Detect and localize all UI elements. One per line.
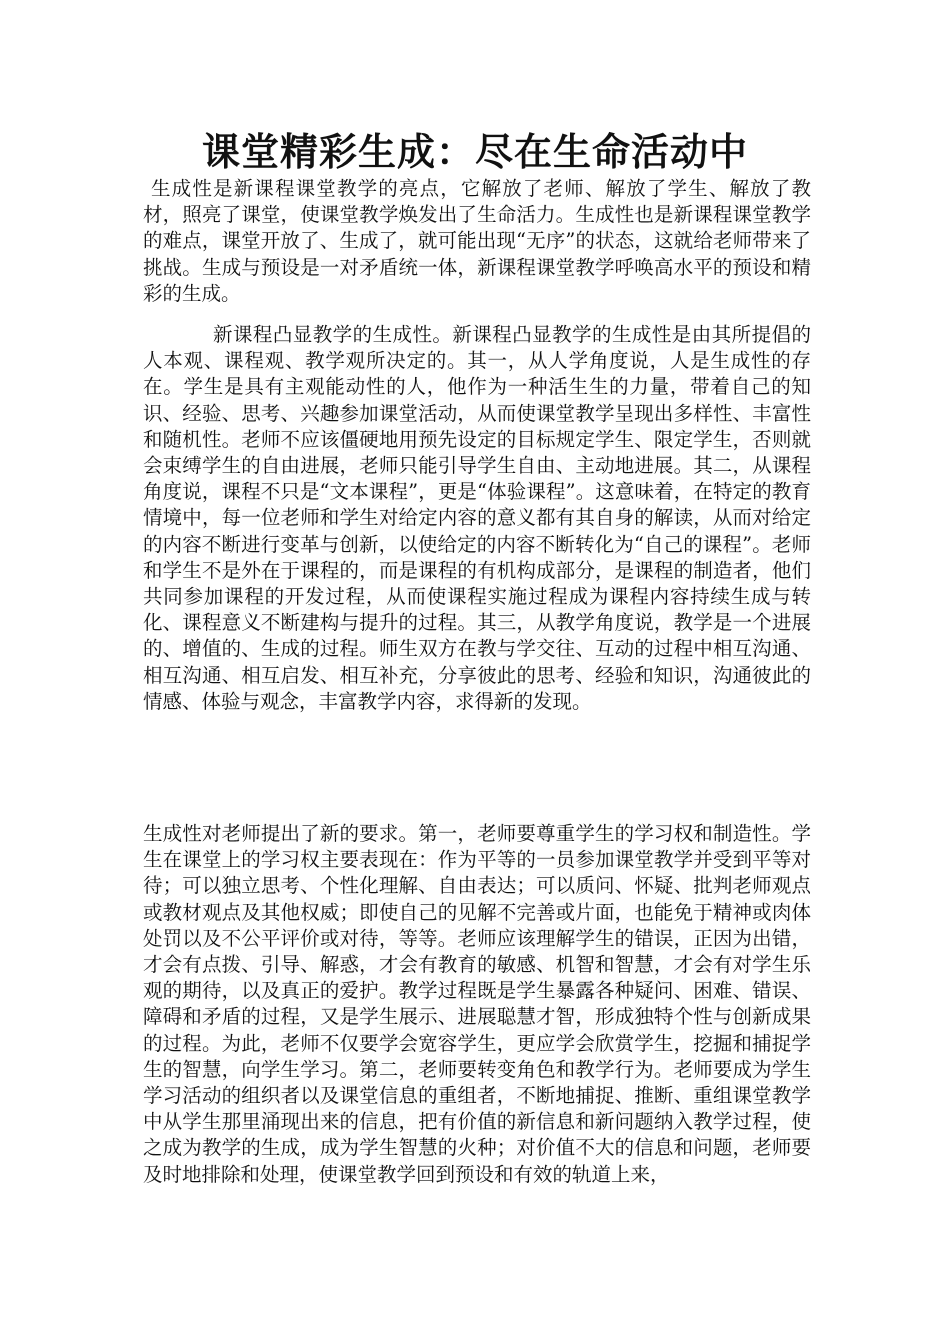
paragraph-intro: 生成性是新课程课堂教学的亮点，它解放了老师、解放了学生、解放了教材，照亮了课堂，使课堂教学焕发出了生命活力。生成性也是新课程课堂教学的难点，课堂开放了、生成了，就可能出现“无序”的状态，这就给老师带来了挑战。生成与预设是一对矛盾统一体，新课程课堂教学呼唤高水平的预设和精彩的生成。 — [143, 177, 811, 305]
document-title: 课堂精彩生成：尽在生命活动中 — [201, 129, 748, 174]
paragraph-generative-teaching: 新课程凸显教学的生成性。新课程凸显教学的生成性是由其所提倡的人本观、课程观、教学观所决定的。其一，从人学角度说，人是生成性的存在。学生是具有主观能动性的人，他作为一种活生生的力量，带着自己的知识、经验、思考、兴趣参加课堂活动，从而使课堂教学呈现出多样性、丰富性和随机性。老师不应该僵硬地用预先设定的目标规定学生、限定学生，否则就会束缚学生的自由进展，老师只能引导学生自由、主动地进展。其二，从课程角度说，课程不只是“文本课程”，更是“体验课程”。这意味着，在特定的教育情境中，每一位老师和学生对给定内容的意义都有其自身的解读，从而对给定的内容不断进行变革与创新，以使给定的内容不断转化为“自己的课程”。老师和学生不是外在于课程的，而是课程的有机构成部分，是课程的制造者，他们共同参加课程的开发过程，从而使课程实施过程成为课程内容持续生成与转化、课程意义不断建构与提升的过程。其三，从教学角度说，教学是一个进展的、增值的、生成的过程。师生双方在教与学交往、互动的过程中相互沟通、相互沟通、相互启发、相互补充，分享彼此的思考、经验和知识，沟通彼此的情感、体验与观念，丰富教学内容，求得新的发现。 — [143, 323, 811, 713]
paragraph-teacher-requirements: 生成性对老师提出了新的要求。第一，老师要尊重学生的学习权和制造性。学生在课堂上的学习权主要表现在：作为平等的一员参加课堂教学并受到平等对待；可以独立思考、个性化理解、自由表达；可以质问、怀疑、批判老师观点或教材观点及其他权威；即使自己的见解不完善或片面，也能免于精神或肉体处罚以及不公平评价或对待，等等。老师应该理解学生的错误，正因为出错，才会有点拨、引导、解惑，才会有教育的敏感、机智和智慧，才会有对学生乐观的期待，以及真正的爱护。教学过程既是学生暴露各种疑问、困难、错误、障碍和矛盾的过程，又是学生展示、进展聪慧才智，形成独特个性与创新成果的过程。为此，老师不仅要学会宽容学生，更应学会欣赏学生，挖掘和捕捉学生的智慧，向学生学习。第二，老师要转变角色和教学行为。老师要成为学生学习活动的组织者以及课堂信息的重组者，不断地捕捉、推断、重组课堂教学中从学生那里涌现出来的信息，把有价值的新信息和新问题纳入教学过程，使之成为教学的生成，成为学生智慧的火种；对价值不大的信息和问题，老师要及时地排除和处理，使课堂教学回到预设和有效的轨道上来， — [143, 822, 811, 1186]
